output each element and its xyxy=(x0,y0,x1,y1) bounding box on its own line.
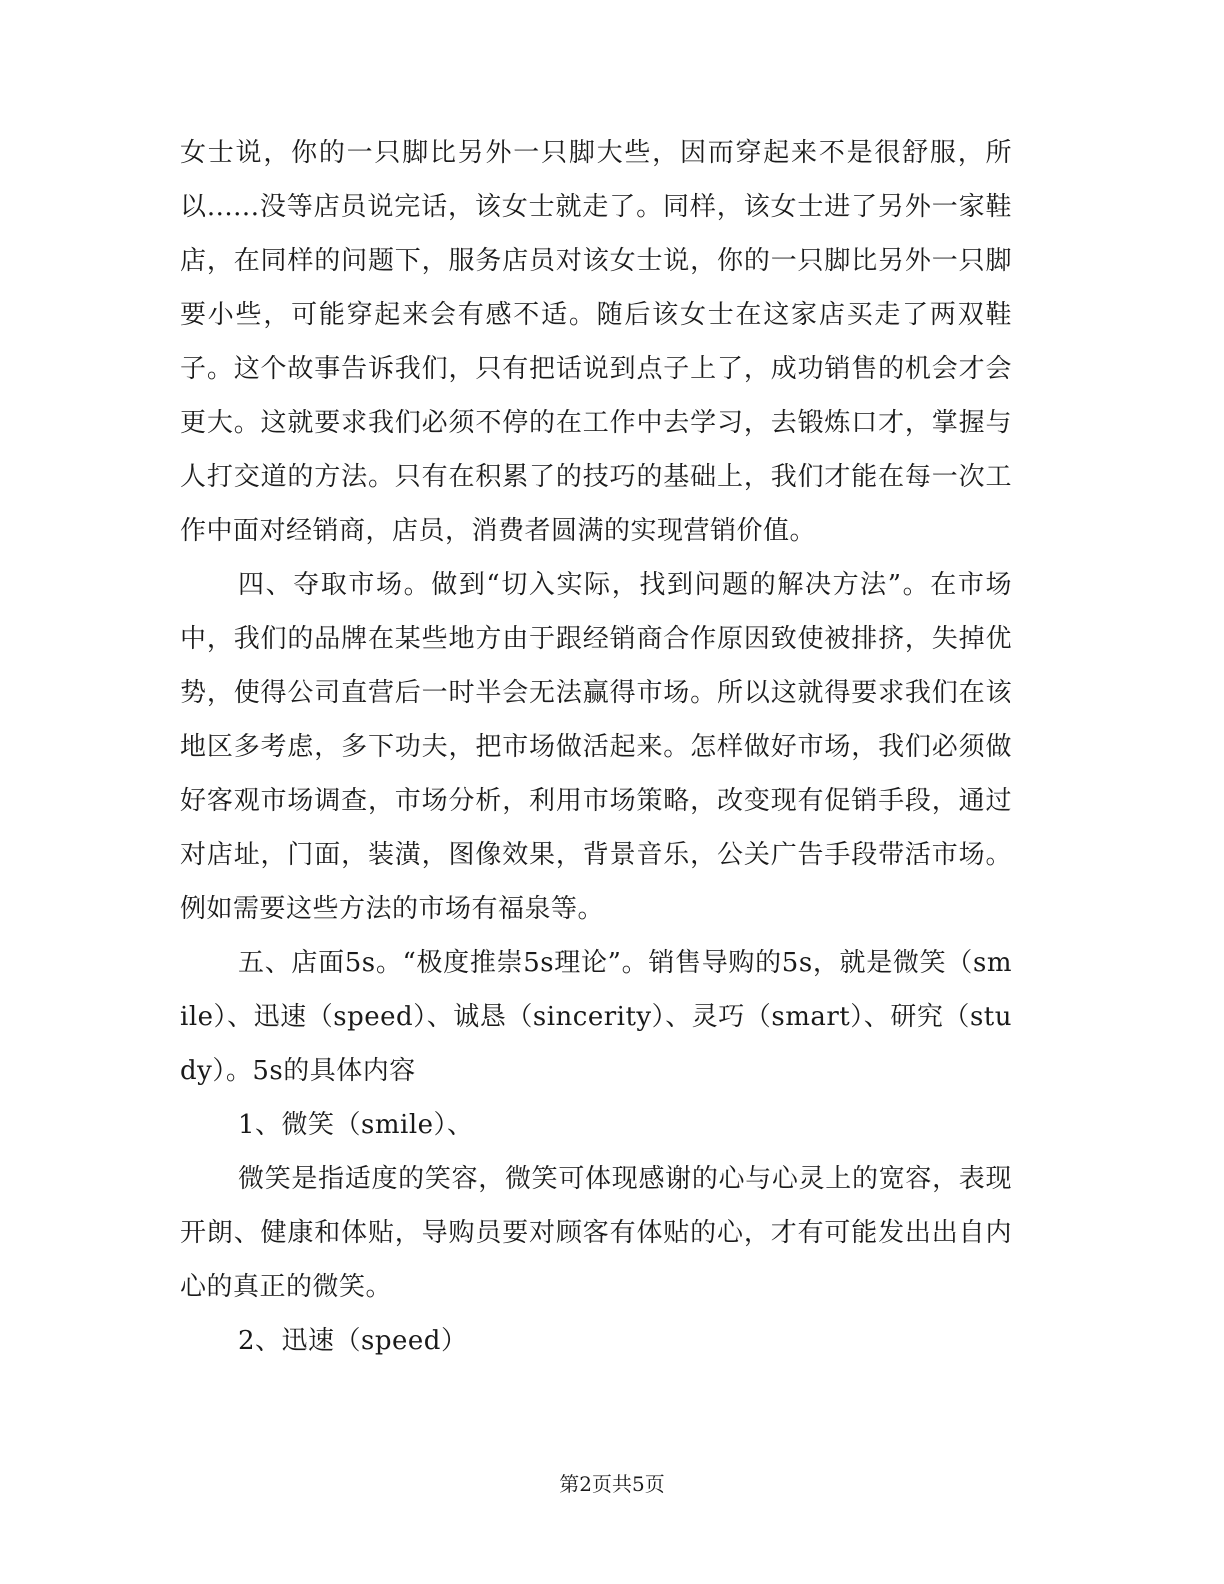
heading-smile: 1、微笑（smile）、 xyxy=(238,1110,474,1140)
document-body xyxy=(180,126,1012,1368)
paragraph-section-four: 四、夺取市场。做到“切入实际，找到问题的解决方法”。在市场中，我们的品牌在某些地方由于跟经销商合作原因致使被排挤，失掉优势，使得公司直营后一时半会无法赢得市场。所以这就得要求我们在该地区多考虑，多下功夫，把市场做活起来。怎样做好市场，我们必须做好客观市场调查，市场分析，利用市场策略，改变现有促销手段，通过对店址，门面，装潢，图像效果，背景音乐，公关广告手段带活市场。例如需要这些方法的市场有福泉等。 xyxy=(180,570,1012,924)
paragraph-story-continuation: 女士说，你的一只脚比另外一只脚大些，因而穿起来不是很舒服，所以......没等店员说完话，该女士就走了。同样，该女士进了另外一家鞋店，在同样的问题下，服务店员对该女士说，你的一只脚比另外一只脚要小些，可能穿起来会有感不适。随后该女士在这家店买走了两双鞋子。这个故事告诉我们，只有把话说到点子上了，成功销售的机会才会更大。这就要求我们必须不停的在工作中去学习，去锻炼口才，掌握与人打交道的方法。只有在积累了的技巧的基础上，我们才能在每一次工作中面对经销商，店员，消费者圆满的实现营销价值。 xyxy=(180,138,1012,546)
heading-speed: 2、迅速（speed） xyxy=(238,1326,468,1356)
paragraph-section-five: 五、店面5s。“极度推崇5s理论”。销售导购的5s，就是微笑（smile）、迅速（speed）、诚恳（sincerity）、灵巧（smart）、研究（study）。5s的具体内容 xyxy=(180,948,1012,1086)
paragraph-smile-description: 微笑是指适度的笑容，微笑可体现感谢的心与心灵上的宽容，表现开朗、健康和体贴，导购员要对顾客有体贴的心，才有可能发出出自内心的真正的微笑。 xyxy=(180,1164,1012,1302)
page-number-footer: 第2页共5页 xyxy=(559,1472,665,1496)
